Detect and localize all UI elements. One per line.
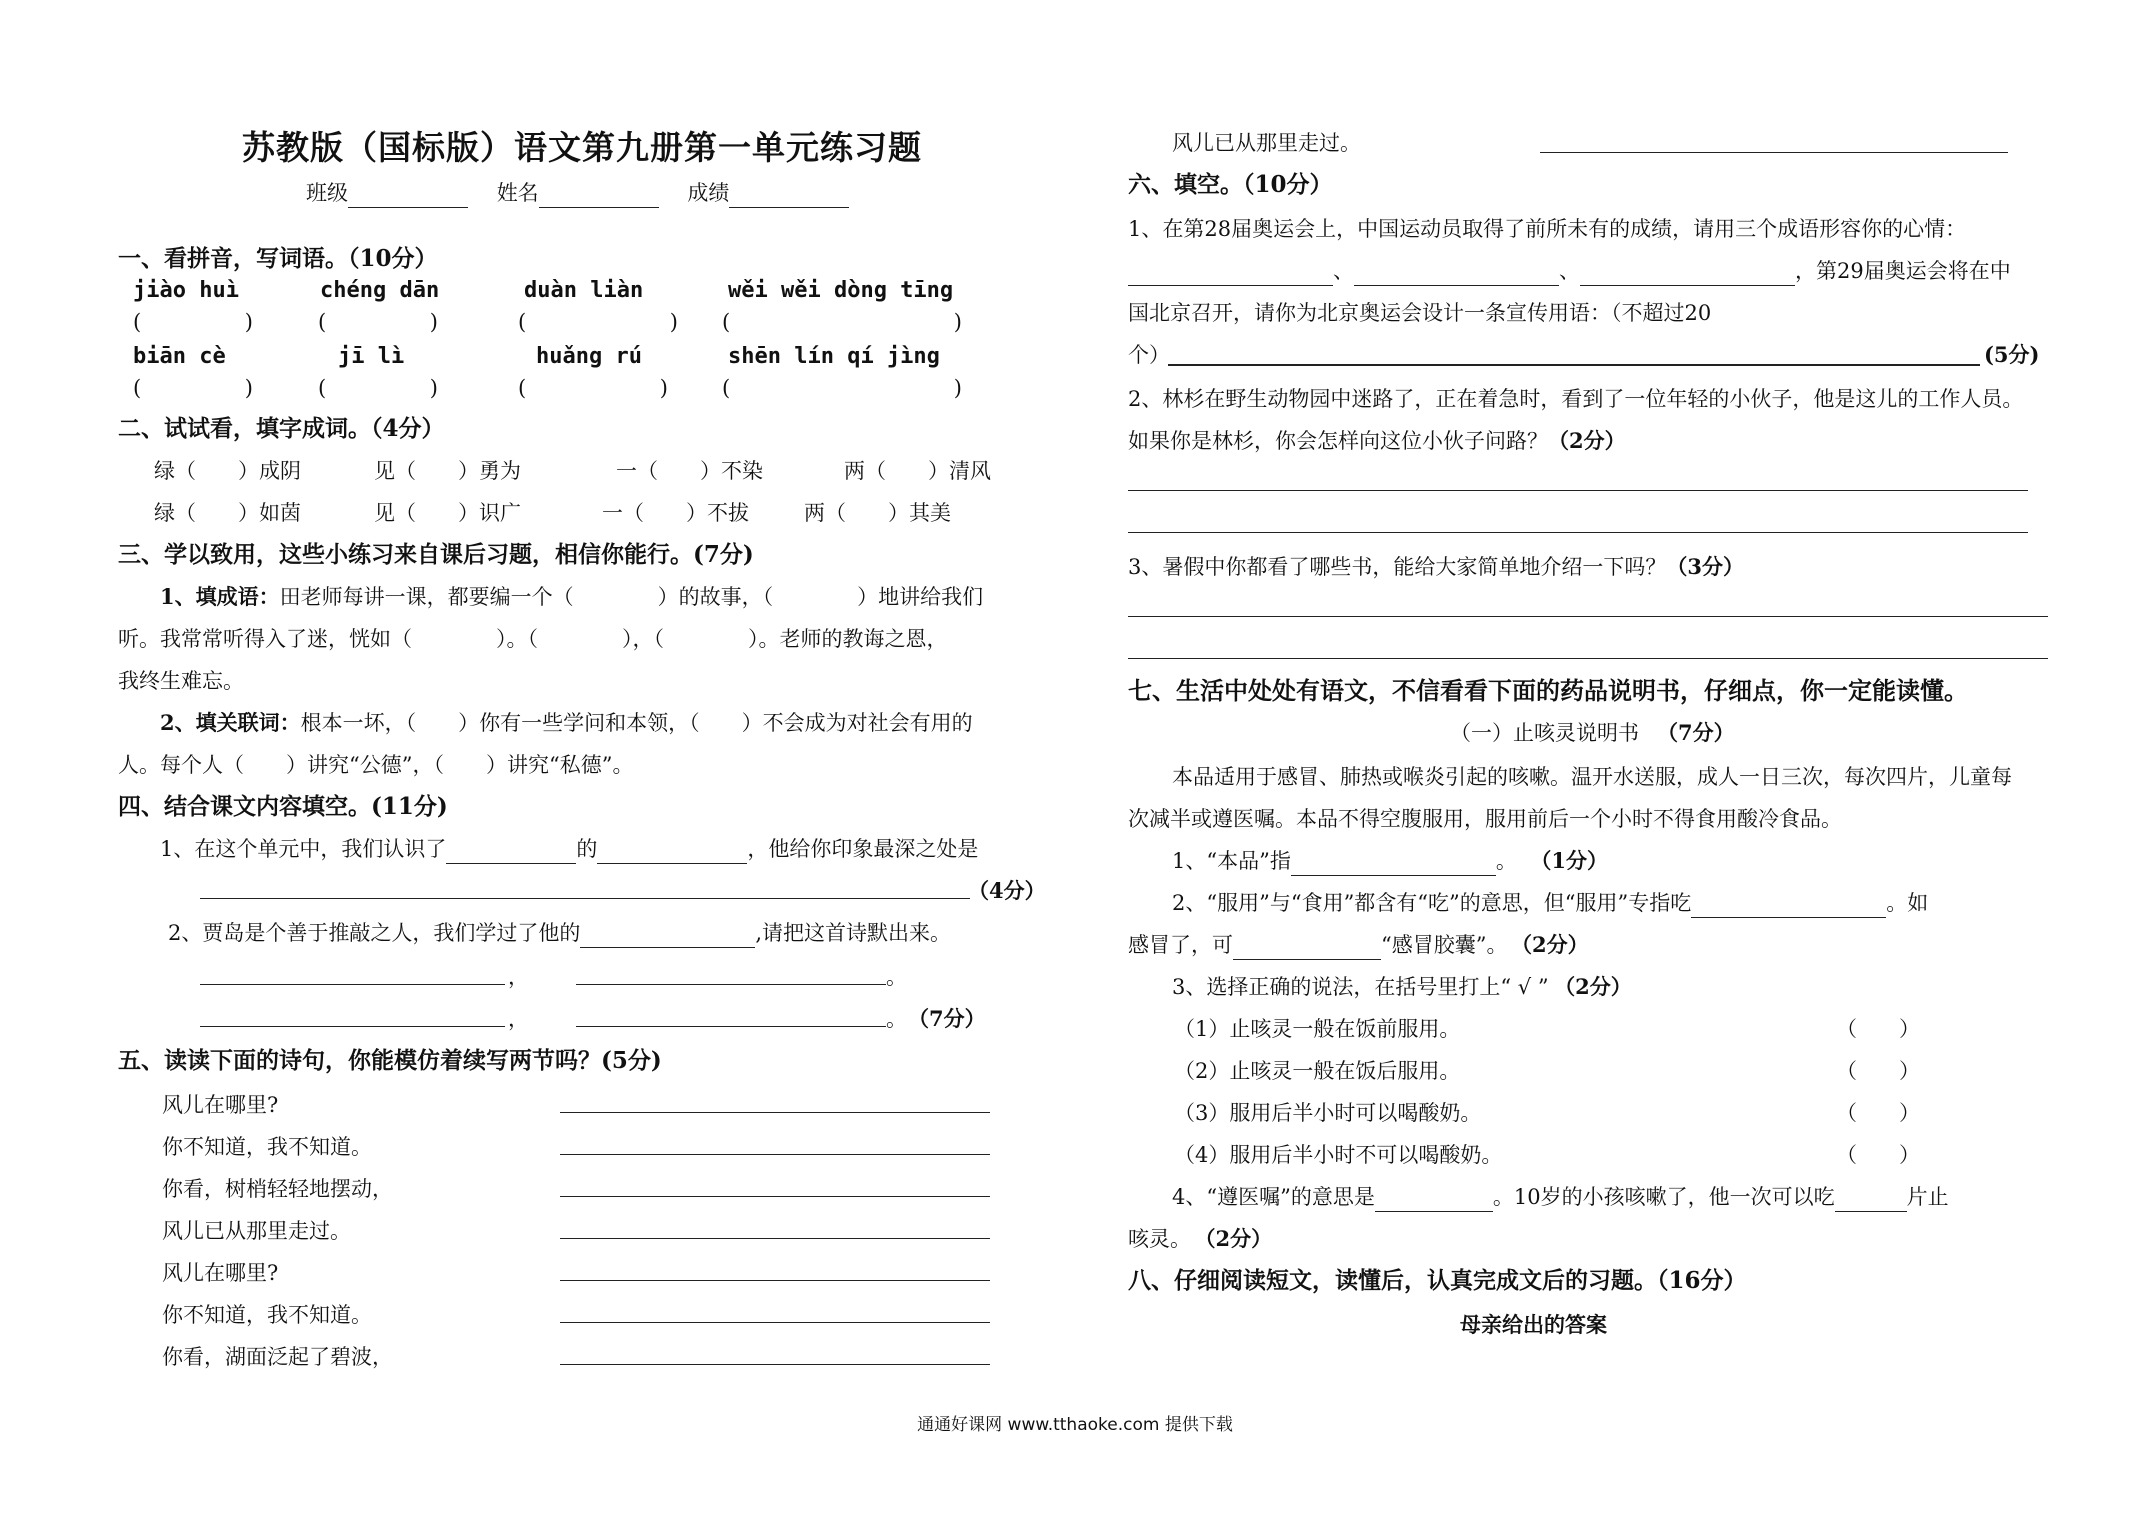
- answer-blank[interactable]: [1835, 1187, 1907, 1212]
- name-label: 姓名: [496, 181, 539, 205]
- idiom-blank[interactable]: 见（ ）勇为: [374, 459, 521, 483]
- header-fields: [306, 178, 849, 208]
- poem-text: 风儿已从那里走过。: [1172, 131, 1361, 155]
- poem-text: 你看，树梢轻轻地摆动，: [162, 1177, 393, 1201]
- question-7-2: 2、“服用”与“食用”都含有“吃”的意思，但“服用”专指吃 。如: [1172, 888, 1928, 918]
- question-6-1-end: 个）: [1128, 343, 1170, 367]
- poem-text: 风儿在哪里?: [162, 1261, 279, 1285]
- pinyin-2: chéng dān: [320, 278, 440, 303]
- question-6-2: 2、林杉在野生动物园中迷路了，正在着急时，看到了一位年轻的小伙子，他是这儿的工作人员。: [1128, 387, 2024, 411]
- answer-blank[interactable]: [597, 839, 747, 864]
- pinyin-6: jī lì: [338, 344, 405, 369]
- answer-blank[interactable]: [1233, 935, 1381, 960]
- score-6-1: (5分): [1984, 342, 2040, 367]
- option-1: （1）止咳灵一般在饭前服用。: [1174, 1017, 1461, 1041]
- continuation-line[interactable]: [560, 1154, 990, 1155]
- answer-blank[interactable]: [1354, 261, 1559, 286]
- leaflet-paragraph-1: 本品适用于感冒、肺热或喉炎引起的咳嗽。温开水送服，成人一日三次，每次四片，儿童每: [1172, 765, 2012, 789]
- pinyin-7: huǎng rú: [536, 344, 642, 369]
- idiom-blank[interactable]: 一（ ）不染: [616, 459, 763, 483]
- poem-line[interactable]: [576, 984, 886, 985]
- class-label: 班级: [306, 181, 348, 205]
- idiom-blank[interactable]: 两（ ）其美: [804, 501, 951, 525]
- answer-blank[interactable]: [1691, 893, 1886, 918]
- checkbox-paren[interactable]: （ ）: [1836, 1101, 1920, 1125]
- conjunction-line-1: 2、填关联词：根本一坏，（ ）你有一些学问和本领，（ ）不会成为对社会有用的: [160, 710, 973, 735]
- answer-blank[interactable]: [446, 839, 576, 864]
- question-6-1-cont: 国北京召开，请你为北京奥运会设计一条宣传用语：（不超过20: [1128, 301, 1712, 325]
- question-7-1: 1、“本品”指 。 （1分）: [1172, 846, 1608, 876]
- answer-blank[interactable]: [580, 923, 755, 948]
- section-2-heading: 二、试试看，填字成词。（4分）: [118, 415, 445, 442]
- answer-blank[interactable]: [1580, 261, 1795, 286]
- page-footer: 通通好课网 www.tthaoke.com 提供下载: [917, 1415, 1233, 1435]
- continuation-line[interactable]: [560, 1322, 990, 1323]
- continuation-line[interactable]: [1540, 152, 2008, 153]
- score-4-2: （7分）: [908, 1006, 986, 1031]
- option-4: （4）服用后半小时不可以喝酸奶。: [1174, 1143, 1503, 1167]
- pinyin-1: jiào huì: [133, 278, 239, 303]
- fill-idiom-line-3: 我终生难忘。: [118, 669, 244, 693]
- poem-text: 风儿在哪里?: [162, 1093, 279, 1117]
- article-title: 母亲给出的答案: [1460, 1312, 1607, 1337]
- idiom-blank[interactable]: 见（ ）识广: [374, 501, 521, 525]
- answer-paren[interactable]: ( ): [518, 310, 678, 334]
- idiom-blank[interactable]: 绿（ ）如茵: [154, 501, 301, 525]
- answer-paren[interactable]: ( ): [722, 310, 962, 334]
- answer-blank[interactable]: [1128, 261, 1333, 286]
- continuation-line[interactable]: [560, 1364, 990, 1365]
- question-4-2: 2、贾岛是个善于推敲之人，我们学过了他的 ,请把这首诗默出来。: [168, 918, 951, 948]
- name-field[interactable]: [539, 183, 659, 208]
- class-field[interactable]: [348, 183, 468, 208]
- score-field[interactable]: [729, 183, 849, 208]
- section-1-heading: 一、看拼音，写词语。（10分）: [118, 245, 438, 272]
- idiom-blank[interactable]: 一（ ）不拔: [602, 501, 749, 525]
- page-title: 苏教版（国标版）语文第九册第一单元练习题: [242, 128, 922, 167]
- poem-line[interactable]: [200, 984, 505, 985]
- question-6-2-cont: 如果你是林杉，你会怎样向这位小伙子问路？（2分）: [1128, 428, 1626, 453]
- option-3: （3）服用后半小时可以喝酸奶。: [1174, 1101, 1482, 1125]
- answer-line[interactable]: [1128, 616, 2048, 617]
- poem-line[interactable]: [200, 1026, 505, 1027]
- idiom-blank[interactable]: 两（ ）清风: [844, 459, 991, 483]
- idiom-blank[interactable]: 绿（ ）成阴: [154, 459, 301, 483]
- answer-blank[interactable]: [1375, 1187, 1493, 1212]
- answer-line[interactable]: [1128, 658, 2048, 659]
- conjunction-line-2: 人。每个人（ ）讲究“公德”，（ ）讲究“私德”。: [118, 753, 634, 777]
- question-7-4-cont: 咳灵。 （2分）: [1128, 1226, 1273, 1251]
- score-4-1: （4分）: [968, 878, 1046, 903]
- pinyin-8: shēn lín qí jìng: [728, 344, 940, 369]
- question-6-1: 1、在第28届奥运会上，中国运动员取得了前所未有的成绩，请用三个成语形容你的心情：: [1128, 217, 1967, 241]
- section-3-heading: 三、学以致用，这些小练习来自课后习题，相信你能行。(7分): [118, 541, 754, 568]
- question-6-3: 3、暑假中你都看了哪些书，能给大家简单地介绍一下吗？（3分）: [1128, 554, 1744, 579]
- question-4-1: 1、在这个单元中，我们认识了 的 ，他给你印象最深之处是: [160, 834, 978, 864]
- checkbox-paren[interactable]: （ ）: [1836, 1059, 1920, 1083]
- poem-text: 风儿已从那里走过。: [162, 1219, 351, 1243]
- option-2: （2）止咳灵一般在饭后服用。: [1174, 1059, 1461, 1083]
- checkbox-paren[interactable]: （ ）: [1836, 1017, 1920, 1041]
- poem-line[interactable]: [576, 1026, 886, 1027]
- question-7-4: 4、“遵医嘱”的意思是 。10岁的小孩咳嗽了，他一次可以吃 片止: [1172, 1182, 1949, 1212]
- question-7-2-cont: 感冒了，可 “感冒胶囊”。 （2分）: [1128, 930, 1589, 960]
- checkbox-paren[interactable]: （ ）: [1836, 1143, 1920, 1167]
- fill-idiom-line-2: 听。我常常听得入了迷，恍如（ ）。（ ），（ ）。老师的教诲之恩，: [118, 627, 948, 651]
- pinyin-3: duàn liàn: [524, 278, 644, 303]
- answer-paren[interactable]: ( ): [133, 376, 253, 400]
- answer-line[interactable]: [1128, 490, 2028, 491]
- poem-text: 你不知道，我不知道。: [162, 1135, 372, 1159]
- answer-paren[interactable]: ( ): [133, 310, 253, 334]
- idiom-answers: 、 、 ，第29届奥运会将在中: [1128, 256, 2011, 286]
- answer-line[interactable]: [1128, 532, 2028, 533]
- section-5-heading: 五、读读下面的诗句，你能模仿着续写两节吗？(5分): [118, 1047, 662, 1074]
- leaflet-title: （一）止咳灵说明书 （7分）: [1450, 720, 1735, 745]
- slogan-line[interactable]: [1168, 364, 1980, 366]
- section-6-heading: 六、填空。（10分）: [1128, 171, 1333, 198]
- fill-idiom-line-1: 1、填成语：田老师每讲一课，都要编一个（ ）的故事，（ ）地讲给我们: [160, 584, 984, 609]
- leaflet-paragraph-2: 次减半或遵医嘱。本品不得空腹服用，服用前后一个小时不得食用酸冷食品。: [1128, 807, 1842, 831]
- score-label: 成绩: [687, 181, 730, 205]
- answer-paren[interactable]: ( ): [518, 376, 668, 400]
- pinyin-5: biān cè: [133, 344, 226, 369]
- section-4-heading: 四、结合课文内容填空。(11分): [118, 793, 448, 820]
- continuation-line[interactable]: [560, 1196, 990, 1197]
- answer-blank[interactable]: [1291, 851, 1496, 876]
- question-7-3: 3、选择正确的说法，在括号里打上“ √ ” （2分）: [1172, 974, 1632, 999]
- answer-paren[interactable]: ( ): [318, 310, 438, 334]
- poem-text: 你看，湖面泛起了碧波，: [162, 1345, 393, 1369]
- poem-text: 你不知道，我不知道。: [162, 1303, 372, 1327]
- answer-line[interactable]: [200, 898, 970, 899]
- section-7-heading: 七、生活中处处有语文，不信看看下面的药品说明书，仔细点，你一定能读懂。: [1128, 676, 1968, 705]
- pinyin-4: wěi wěi dòng tīng: [728, 278, 954, 303]
- answer-paren[interactable]: ( ): [318, 376, 438, 400]
- continuation-line[interactable]: [560, 1112, 990, 1113]
- section-8-heading: 八、仔细阅读短文，读懂后，认真完成文后的习题。（16分）: [1128, 1267, 1747, 1294]
- answer-paren[interactable]: ( ): [722, 376, 962, 400]
- continuation-line[interactable]: [560, 1238, 990, 1239]
- continuation-line[interactable]: [560, 1280, 990, 1281]
